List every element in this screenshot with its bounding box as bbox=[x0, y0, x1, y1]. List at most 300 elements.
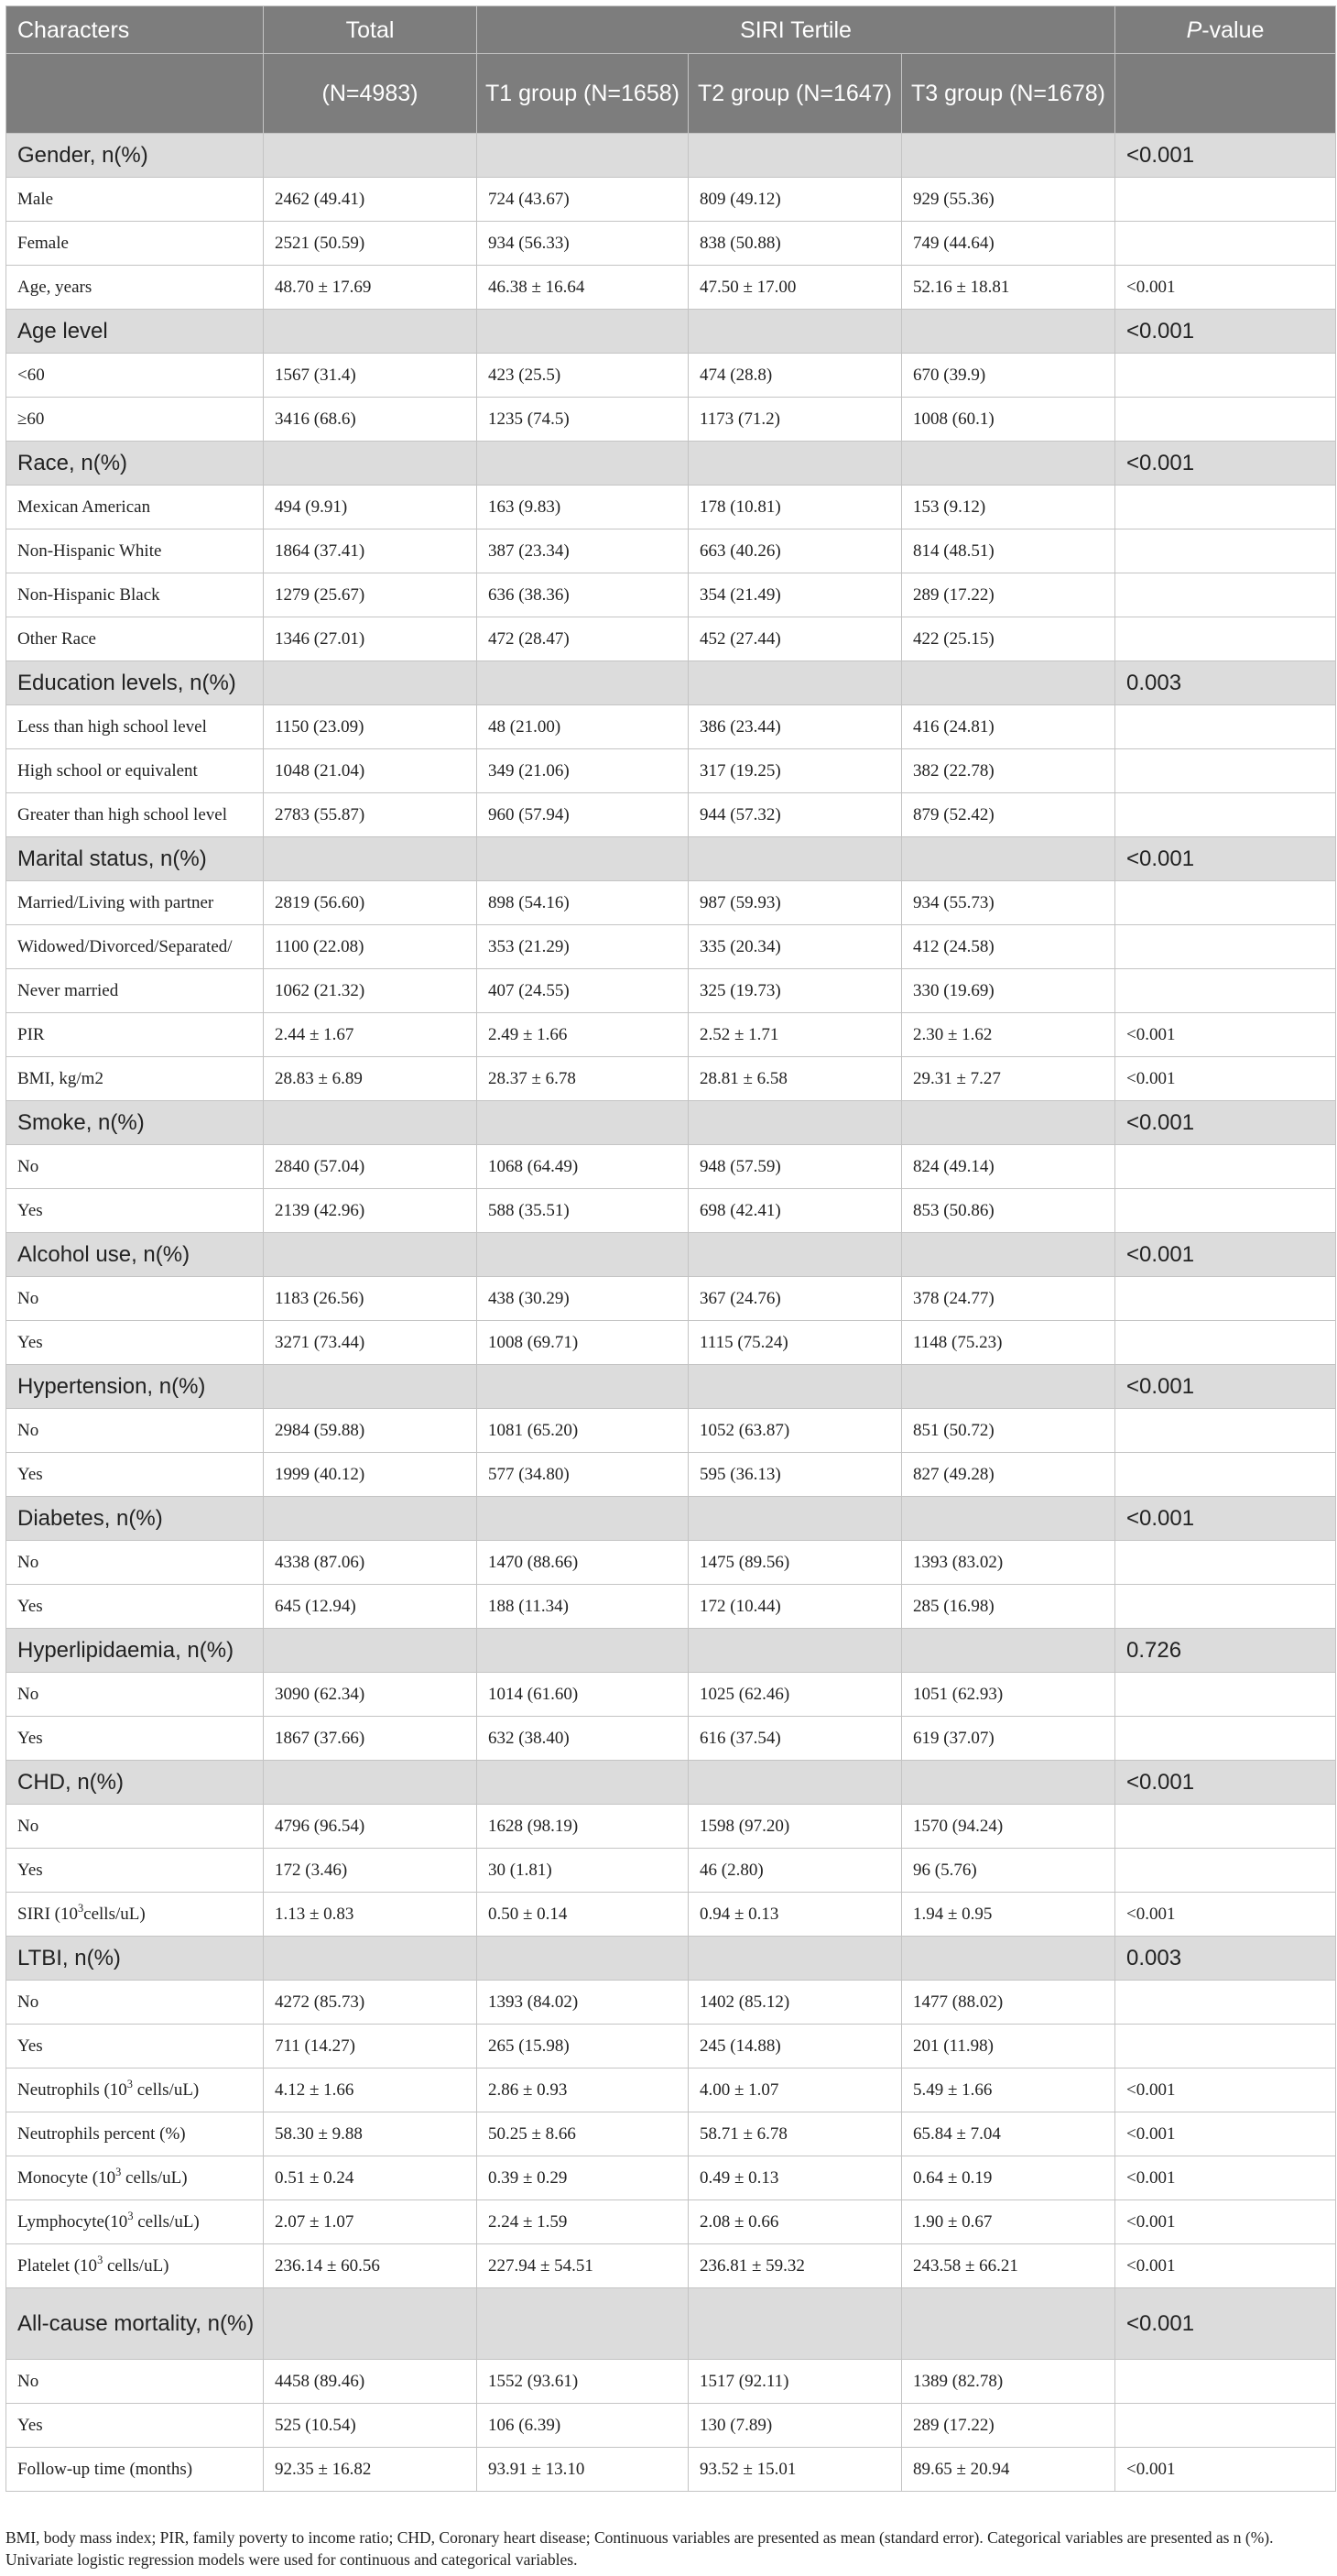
t2-cell: 948 (57.59) bbox=[689, 1145, 902, 1189]
t3-cell: 824 (49.14) bbox=[902, 1145, 1115, 1189]
total-cell: 494 (9.91) bbox=[264, 486, 477, 529]
t3-cell: 1.90 ± 0.67 bbox=[902, 2200, 1115, 2244]
section-label: Alcohol use, n(%) bbox=[6, 1233, 264, 1277]
p-value-cell: <0.001 bbox=[1115, 2112, 1336, 2156]
row-label: No bbox=[6, 1673, 264, 1717]
table-row bbox=[6, 2360, 1336, 2404]
total-cell: 172 (3.46) bbox=[264, 1849, 477, 1893]
t2-cell: 1115 (75.24) bbox=[689, 1321, 902, 1365]
t2-cell: 0.49 ± 0.13 bbox=[689, 2156, 902, 2200]
row-label bbox=[6, 2200, 264, 2244]
t3-cell: 1.94 ± 0.95 bbox=[902, 1893, 1115, 1937]
row-label: Non-Hispanic Black bbox=[6, 573, 264, 617]
t1-cell: 636 (38.36) bbox=[477, 573, 689, 617]
t2-cell: 809 (49.12) bbox=[689, 178, 902, 222]
total-cell: 4796 (96.54) bbox=[264, 1805, 477, 1849]
row-label bbox=[6, 2244, 264, 2288]
p-value-cell bbox=[1115, 793, 1336, 837]
t1-cell: 577 (34.80) bbox=[477, 1453, 689, 1497]
row-label: BMI, kg/m2 bbox=[6, 1057, 264, 1101]
t1-cell: 934 (56.33) bbox=[477, 222, 689, 266]
table-footnote: BMI, body mass index; PIR, family poverty to income ratio; CHD, Coronary heart disease; Continuous variables are presented as mean (standard error). Categorical variables are presented as n (%). Univariate logistic regression models were used for continuous and categorical variables. bbox=[5, 2528, 1274, 2569]
table-row bbox=[6, 925, 1336, 969]
t3-cell: 89.65 ± 20.94 bbox=[902, 2448, 1115, 2492]
t1-cell: 423 (25.5) bbox=[477, 354, 689, 398]
total-cell: 236.14 ± 60.56 bbox=[264, 2244, 477, 2288]
t3-cell: 378 (24.77) bbox=[902, 1277, 1115, 1321]
row-label: Female bbox=[6, 222, 264, 266]
header-empty-cell bbox=[1115, 54, 1336, 134]
table-row bbox=[6, 222, 1336, 266]
row-label: Yes bbox=[6, 1585, 264, 1629]
t1-cell: 353 (21.29) bbox=[477, 925, 689, 969]
empty-cell bbox=[689, 1233, 902, 1277]
empty-cell bbox=[689, 134, 902, 178]
t2-cell: 452 (27.44) bbox=[689, 617, 902, 661]
t3-cell: 285 (16.98) bbox=[902, 1585, 1115, 1629]
empty-cell bbox=[477, 1937, 689, 1981]
t3-cell: 96 (5.76) bbox=[902, 1849, 1115, 1893]
t2-cell: 130 (7.89) bbox=[689, 2404, 902, 2448]
table-row bbox=[6, 2404, 1336, 2448]
t2-cell: 386 (23.44) bbox=[689, 705, 902, 749]
p-value-cell: <0.001 bbox=[1115, 134, 1336, 178]
empty-cell bbox=[689, 310, 902, 354]
t1-cell: 2.86 ± 0.93 bbox=[477, 2068, 689, 2112]
p-value-cell: <0.001 bbox=[1115, 2156, 1336, 2200]
row-label: No bbox=[6, 1541, 264, 1585]
empty-cell bbox=[689, 2288, 902, 2360]
t3-cell: 1008 (60.1) bbox=[902, 398, 1115, 442]
t2-cell: 1517 (92.11) bbox=[689, 2360, 902, 2404]
empty-cell bbox=[477, 1497, 689, 1541]
row-label: Yes bbox=[6, 1849, 264, 1893]
t1-cell: 0.39 ± 0.29 bbox=[477, 2156, 689, 2200]
table-row bbox=[6, 705, 1336, 749]
empty-cell bbox=[689, 1629, 902, 1673]
empty-cell bbox=[689, 442, 902, 486]
empty-cell bbox=[902, 310, 1115, 354]
row-label-unit: cells/uL) bbox=[103, 2255, 169, 2276]
t3-cell: 853 (50.86) bbox=[902, 1189, 1115, 1233]
empty-cell bbox=[477, 837, 689, 881]
p-value-cell bbox=[1115, 2404, 1336, 2448]
t3-cell: 1393 (83.02) bbox=[902, 1541, 1115, 1585]
section-label: Smoke, n(%) bbox=[6, 1101, 264, 1145]
row-label bbox=[6, 2068, 264, 2112]
t1-cell: 724 (43.67) bbox=[477, 178, 689, 222]
total-cell: 525 (10.54) bbox=[264, 2404, 477, 2448]
table-row bbox=[6, 398, 1336, 442]
empty-cell bbox=[689, 837, 902, 881]
row-label: No bbox=[6, 2360, 264, 2404]
row-label: Non-Hispanic White bbox=[6, 529, 264, 573]
empty-cell bbox=[902, 2288, 1115, 2360]
table-row bbox=[6, 1057, 1336, 1101]
p-value-cell: <0.001 bbox=[1115, 1365, 1336, 1409]
p-value-cell: <0.001 bbox=[1115, 1057, 1336, 1101]
row-label: Less than high school level bbox=[6, 705, 264, 749]
header-t3-group: T3 group (N=1678) bbox=[902, 54, 1115, 134]
row-label: Follow-up time (months) bbox=[6, 2448, 264, 2492]
p-value-cell bbox=[1115, 573, 1336, 617]
t3-cell: 619 (37.07) bbox=[902, 1717, 1115, 1761]
p-value-cell bbox=[1115, 529, 1336, 573]
empty-cell bbox=[477, 2288, 689, 2360]
row-label: No bbox=[6, 1277, 264, 1321]
table-body bbox=[6, 134, 1336, 2492]
t1-cell: 2.24 ± 1.59 bbox=[477, 2200, 689, 2244]
total-cell: 2.07 ± 1.07 bbox=[264, 2200, 477, 2244]
t3-cell: 289 (17.22) bbox=[902, 573, 1115, 617]
t2-cell: 245 (14.88) bbox=[689, 2025, 902, 2068]
t3-cell: 382 (22.78) bbox=[902, 749, 1115, 793]
table-row bbox=[6, 1805, 1336, 1849]
t2-cell: 987 (59.93) bbox=[689, 881, 902, 925]
total-cell: 1.13 ± 0.83 bbox=[264, 1893, 477, 1937]
section-label: Age level bbox=[6, 310, 264, 354]
empty-cell bbox=[264, 1365, 477, 1409]
t3-cell: 289 (17.22) bbox=[902, 2404, 1115, 2448]
row-label-text: Monocyte (10 bbox=[17, 2167, 116, 2188]
t1-cell: 1628 (98.19) bbox=[477, 1805, 689, 1849]
empty-cell bbox=[264, 1937, 477, 1981]
t2-cell: 1598 (97.20) bbox=[689, 1805, 902, 1849]
table-row bbox=[6, 486, 1336, 529]
total-cell: 1150 (23.09) bbox=[264, 705, 477, 749]
t1-cell: 1068 (64.49) bbox=[477, 1145, 689, 1189]
t3-cell: 29.31 ± 7.27 bbox=[902, 1057, 1115, 1101]
total-cell: 28.83 ± 6.89 bbox=[264, 1057, 477, 1101]
t1-cell: 265 (15.98) bbox=[477, 2025, 689, 2068]
header-total-n: (N=4983) bbox=[264, 54, 477, 134]
section-label: Gender, n(%) bbox=[6, 134, 264, 178]
section-row bbox=[6, 310, 1336, 354]
table-row bbox=[6, 1585, 1336, 1629]
t2-cell: 93.52 ± 15.01 bbox=[689, 2448, 902, 2492]
empty-cell bbox=[264, 2288, 477, 2360]
empty-cell bbox=[689, 1497, 902, 1541]
p-value-cell bbox=[1115, 2025, 1336, 2068]
section-row bbox=[6, 134, 1336, 178]
p-value-cell: <0.001 bbox=[1115, 442, 1336, 486]
p-value-cell bbox=[1115, 1717, 1336, 1761]
p-value-cell bbox=[1115, 1805, 1336, 1849]
p-value-cell bbox=[1115, 398, 1336, 442]
total-cell: 2840 (57.04) bbox=[264, 1145, 477, 1189]
table-row bbox=[6, 1145, 1336, 1189]
total-cell: 1048 (21.04) bbox=[264, 749, 477, 793]
empty-cell bbox=[902, 1365, 1115, 1409]
empty-cell bbox=[689, 1937, 902, 1981]
t2-cell: 236.81 ± 59.32 bbox=[689, 2244, 902, 2288]
t2-cell: 1475 (89.56) bbox=[689, 1541, 902, 1585]
table-header bbox=[6, 6, 1336, 134]
p-value-cell: 0.003 bbox=[1115, 1937, 1336, 1981]
row-label: Widowed/Divorced/Separated/ bbox=[6, 925, 264, 969]
table-row bbox=[6, 1013, 1336, 1057]
total-cell: 1100 (22.08) bbox=[264, 925, 477, 969]
row-label-text: SIRI (10 bbox=[17, 1904, 78, 1924]
p-value-cell: <0.001 bbox=[1115, 1893, 1336, 1937]
empty-cell bbox=[902, 1101, 1115, 1145]
row-label: Yes bbox=[6, 1189, 264, 1233]
total-cell: 1062 (21.32) bbox=[264, 969, 477, 1013]
row-label-superscript: 3 bbox=[77, 1901, 84, 1915]
row-label: Yes bbox=[6, 1717, 264, 1761]
p-value-cell bbox=[1115, 222, 1336, 266]
header-total: Total bbox=[264, 6, 477, 54]
header-siri-tertile: SIRI Tertile bbox=[477, 6, 1115, 54]
t3-cell: 153 (9.12) bbox=[902, 486, 1115, 529]
p-value-cell bbox=[1115, 1541, 1336, 1585]
total-cell: 1183 (26.56) bbox=[264, 1277, 477, 1321]
row-label: No bbox=[6, 1805, 264, 1849]
t2-cell: 28.81 ± 6.58 bbox=[689, 1057, 902, 1101]
table-row bbox=[6, 1321, 1336, 1365]
row-label: <60 bbox=[6, 354, 264, 398]
header-t2-group: T2 group (N=1647) bbox=[689, 54, 902, 134]
t1-cell: 48 (21.00) bbox=[477, 705, 689, 749]
section-row bbox=[6, 1233, 1336, 1277]
baseline-characteristics-table-container bbox=[5, 5, 1335, 2492]
empty-cell bbox=[264, 442, 477, 486]
table-row bbox=[6, 1717, 1336, 1761]
empty-cell bbox=[264, 1101, 477, 1145]
total-cell: 1567 (31.4) bbox=[264, 354, 477, 398]
row-label: No bbox=[6, 1409, 264, 1453]
total-cell: 1999 (40.12) bbox=[264, 1453, 477, 1497]
t2-cell: 172 (10.44) bbox=[689, 1585, 902, 1629]
row-label-unit: cells/uL) bbox=[132, 2079, 200, 2100]
p-value-cell: <0.001 bbox=[1115, 837, 1336, 881]
section-row bbox=[6, 1497, 1336, 1541]
t1-cell: 50.25 ± 8.66 bbox=[477, 2112, 689, 2156]
empty-cell bbox=[902, 837, 1115, 881]
p-value-cell: <0.001 bbox=[1115, 2068, 1336, 2112]
p-value-cell bbox=[1115, 178, 1336, 222]
t1-cell: 632 (38.40) bbox=[477, 1717, 689, 1761]
empty-cell bbox=[477, 1365, 689, 1409]
t3-cell: 1570 (94.24) bbox=[902, 1805, 1115, 1849]
row-label: Married/Living with partner bbox=[6, 881, 264, 925]
t1-cell: 1235 (74.5) bbox=[477, 398, 689, 442]
row-label: Greater than high school level bbox=[6, 793, 264, 837]
t1-cell: 106 (6.39) bbox=[477, 2404, 689, 2448]
p-value-cell: <0.001 bbox=[1115, 266, 1336, 310]
t2-cell: 474 (28.8) bbox=[689, 354, 902, 398]
empty-cell bbox=[477, 442, 689, 486]
table-row bbox=[6, 1893, 1336, 1937]
t3-cell: 201 (11.98) bbox=[902, 2025, 1115, 2068]
total-cell: 2462 (49.41) bbox=[264, 178, 477, 222]
t3-cell: 814 (48.51) bbox=[902, 529, 1115, 573]
empty-cell bbox=[902, 1233, 1115, 1277]
table-row bbox=[6, 617, 1336, 661]
section-row bbox=[6, 1937, 1336, 1981]
table-row bbox=[6, 1541, 1336, 1585]
t2-cell: 367 (24.76) bbox=[689, 1277, 902, 1321]
total-cell: 3271 (73.44) bbox=[264, 1321, 477, 1365]
empty-cell bbox=[477, 310, 689, 354]
t2-cell: 47.50 ± 17.00 bbox=[689, 266, 902, 310]
t3-cell: 749 (44.64) bbox=[902, 222, 1115, 266]
row-label-unit: cells/uL) bbox=[133, 2211, 200, 2232]
p-value-cell: <0.001 bbox=[1115, 1497, 1336, 1541]
header-p-value bbox=[1115, 6, 1336, 54]
p-value-cell: <0.001 bbox=[1115, 1761, 1336, 1805]
row-label-superscript: 3 bbox=[97, 2253, 103, 2266]
t2-cell: 2.08 ± 0.66 bbox=[689, 2200, 902, 2244]
t2-cell: 1025 (62.46) bbox=[689, 1673, 902, 1717]
t2-cell: 178 (10.81) bbox=[689, 486, 902, 529]
t3-cell: 670 (39.9) bbox=[902, 354, 1115, 398]
p-value-cell bbox=[1115, 486, 1336, 529]
p-value-cell: <0.001 bbox=[1115, 310, 1336, 354]
row-label: Never married bbox=[6, 969, 264, 1013]
t3-cell: 851 (50.72) bbox=[902, 1409, 1115, 1453]
empty-cell bbox=[264, 1233, 477, 1277]
p-value-cell: <0.001 bbox=[1115, 1233, 1336, 1277]
t1-cell: 349 (21.06) bbox=[477, 749, 689, 793]
p-value-cell: <0.001 bbox=[1115, 2448, 1336, 2492]
row-label-text: Neutrophils (10 bbox=[17, 2079, 127, 2100]
header-t1-group: T1 group (N=1658) bbox=[477, 54, 689, 134]
total-cell: 2139 (42.96) bbox=[264, 1189, 477, 1233]
section-row bbox=[6, 837, 1336, 881]
table-row bbox=[6, 793, 1336, 837]
section-row bbox=[6, 1629, 1336, 1673]
table-row bbox=[6, 2200, 1336, 2244]
t2-cell: 616 (37.54) bbox=[689, 1717, 902, 1761]
table-row bbox=[6, 2244, 1336, 2288]
t2-cell: 1402 (85.12) bbox=[689, 1981, 902, 2025]
p-value-cell: <0.001 bbox=[1115, 1013, 1336, 1057]
row-label: ≥60 bbox=[6, 398, 264, 442]
t2-cell: 335 (20.34) bbox=[689, 925, 902, 969]
header-empty-cell bbox=[6, 54, 264, 134]
section-label: Hypertension, n(%) bbox=[6, 1365, 264, 1409]
t1-cell: 46.38 ± 16.64 bbox=[477, 266, 689, 310]
t1-cell: 1014 (61.60) bbox=[477, 1673, 689, 1717]
section-row bbox=[6, 1101, 1336, 1145]
total-cell: 92.35 ± 16.82 bbox=[264, 2448, 477, 2492]
t1-cell: 438 (30.29) bbox=[477, 1277, 689, 1321]
empty-cell bbox=[902, 661, 1115, 705]
t2-cell: 1052 (63.87) bbox=[689, 1409, 902, 1453]
total-cell: 4272 (85.73) bbox=[264, 1981, 477, 2025]
t1-cell: 960 (57.94) bbox=[477, 793, 689, 837]
row-label: Yes bbox=[6, 2025, 264, 2068]
t3-cell: 422 (25.15) bbox=[902, 617, 1115, 661]
empty-cell bbox=[477, 1233, 689, 1277]
empty-cell bbox=[264, 661, 477, 705]
total-cell: 645 (12.94) bbox=[264, 1585, 477, 1629]
section-row bbox=[6, 2288, 1336, 2360]
empty-cell bbox=[902, 1761, 1115, 1805]
t2-cell: 46 (2.80) bbox=[689, 1849, 902, 1893]
header-row-1 bbox=[6, 6, 1336, 54]
p-value-cell bbox=[1115, 1453, 1336, 1497]
row-label-text: Lymphocyte(10 bbox=[17, 2211, 128, 2232]
p-value-cell: <0.001 bbox=[1115, 2200, 1336, 2244]
total-cell: 711 (14.27) bbox=[264, 2025, 477, 2068]
p-value-cell bbox=[1115, 1145, 1336, 1189]
empty-cell bbox=[264, 837, 477, 881]
total-cell: 2783 (55.87) bbox=[264, 793, 477, 837]
t2-cell: 0.94 ± 0.13 bbox=[689, 1893, 902, 1937]
t1-cell: 227.94 ± 54.51 bbox=[477, 2244, 689, 2288]
empty-cell bbox=[902, 134, 1115, 178]
section-label: Marital status, n(%) bbox=[6, 837, 264, 881]
t3-cell: 0.64 ± 0.19 bbox=[902, 2156, 1115, 2200]
t3-cell: 52.16 ± 18.81 bbox=[902, 266, 1115, 310]
p-value-cell bbox=[1115, 617, 1336, 661]
t2-cell: 354 (21.49) bbox=[689, 573, 902, 617]
t3-cell: 65.84 ± 7.04 bbox=[902, 2112, 1115, 2156]
table-row bbox=[6, 529, 1336, 573]
t2-cell: 325 (19.73) bbox=[689, 969, 902, 1013]
t1-cell: 163 (9.83) bbox=[477, 486, 689, 529]
t3-cell: 827 (49.28) bbox=[902, 1453, 1115, 1497]
t1-cell: 1552 (93.61) bbox=[477, 2360, 689, 2404]
section-row bbox=[6, 442, 1336, 486]
empty-cell bbox=[902, 1629, 1115, 1673]
row-label-unit: cells/uL) bbox=[121, 2167, 188, 2188]
total-cell: 58.30 ± 9.88 bbox=[264, 2112, 477, 2156]
empty-cell bbox=[264, 1761, 477, 1805]
t1-cell: 472 (28.47) bbox=[477, 617, 689, 661]
total-cell: 2.44 ± 1.67 bbox=[264, 1013, 477, 1057]
t1-cell: 407 (24.55) bbox=[477, 969, 689, 1013]
p-value-cell bbox=[1115, 1277, 1336, 1321]
total-cell: 1864 (37.41) bbox=[264, 529, 477, 573]
p-value-cell bbox=[1115, 1189, 1336, 1233]
total-cell: 2521 (50.59) bbox=[264, 222, 477, 266]
total-cell: 0.51 ± 0.24 bbox=[264, 2156, 477, 2200]
row-label bbox=[6, 2156, 264, 2200]
section-label: Diabetes, n(%) bbox=[6, 1497, 264, 1541]
t1-cell: 28.37 ± 6.78 bbox=[477, 1057, 689, 1101]
total-cell: 3090 (62.34) bbox=[264, 1673, 477, 1717]
t3-cell: 416 (24.81) bbox=[902, 705, 1115, 749]
empty-cell bbox=[902, 1937, 1115, 1981]
header-row-2 bbox=[6, 54, 1336, 134]
table-row bbox=[6, 178, 1336, 222]
p-value-cell: 0.726 bbox=[1115, 1629, 1336, 1673]
t2-cell: 317 (19.25) bbox=[689, 749, 902, 793]
header-characters: Characters bbox=[6, 6, 264, 54]
empty-cell bbox=[264, 310, 477, 354]
p-value-cell bbox=[1115, 749, 1336, 793]
empty-cell bbox=[477, 1629, 689, 1673]
t2-cell: 698 (42.41) bbox=[689, 1189, 902, 1233]
t3-cell: 934 (55.73) bbox=[902, 881, 1115, 925]
row-label: No bbox=[6, 1145, 264, 1189]
t3-cell: 1389 (82.78) bbox=[902, 2360, 1115, 2404]
p-value-cell bbox=[1115, 1981, 1336, 2025]
row-label: Male bbox=[6, 178, 264, 222]
table-row bbox=[6, 354, 1336, 398]
section-label: All-cause mortality, n(%) bbox=[6, 2288, 264, 2360]
row-label-superscript: 3 bbox=[127, 2209, 134, 2222]
p-value-cell bbox=[1115, 1409, 1336, 1453]
table-row bbox=[6, 749, 1336, 793]
empty-cell bbox=[902, 442, 1115, 486]
empty-cell bbox=[477, 661, 689, 705]
t3-cell: 5.49 ± 1.66 bbox=[902, 2068, 1115, 2112]
table-row bbox=[6, 1981, 1336, 2025]
